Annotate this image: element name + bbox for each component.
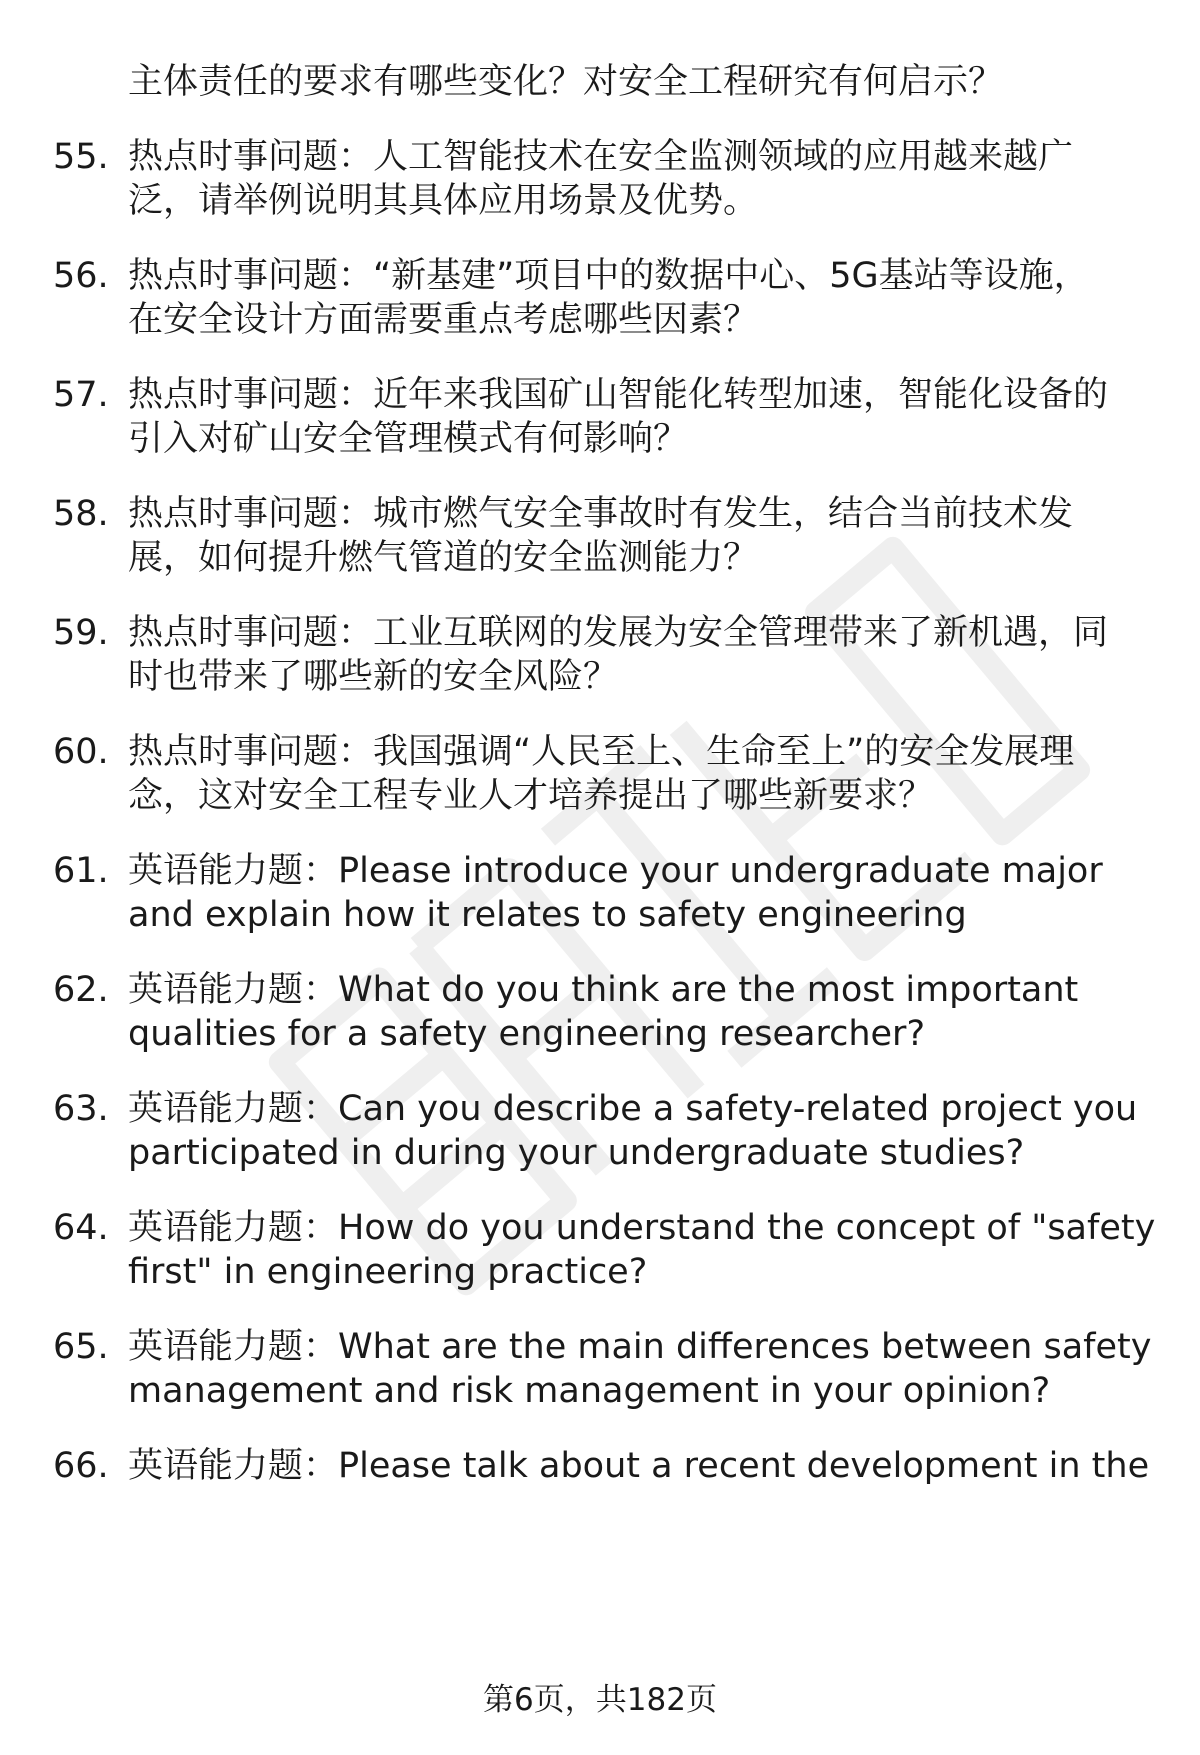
question-number: 64.: [53, 1208, 109, 1248]
question-number: 55.: [53, 137, 109, 177]
question-number: 66.: [53, 1446, 109, 1486]
question-text-line: 热点时事问题：“新基建”项目中的数据中心、5G基站等设施，: [128, 256, 1089, 296]
page-number-label: 第6页，共182页: [483, 1682, 717, 1718]
question-text-line: 热点时事问题：近年来我国矿山智能化转型加速，智能化设备的: [128, 375, 1109, 415]
question-number: 63.: [53, 1089, 109, 1129]
question-text-line: qualities for a safety engineering researcher?: [128, 1014, 926, 1054]
question-text-line: management and risk management in your opinion?: [128, 1371, 1051, 1411]
question-text-line: 英语能力题：What do you think are the most important: [128, 970, 1079, 1010]
question-text-line: 英语能力题：Can you describe a safety-related project you: [128, 1089, 1138, 1129]
question-text-line: 时也带来了哪些新的安全风险？: [128, 657, 619, 697]
question-number: 57.: [53, 375, 109, 415]
question-text-line: 泛，请举例说明其具体应用场景及优势。: [128, 181, 759, 221]
page-footer: [0, 1680, 1200, 1720]
question-text-line: first" in engineering practice?: [128, 1252, 648, 1292]
question-text-line: 热点时事问题：工业互联网的发展为安全管理带来了新机遇，同: [128, 613, 1109, 653]
question-number: 65.: [53, 1327, 109, 1367]
question-number: 62.: [53, 970, 109, 1010]
question-number: 59.: [53, 613, 109, 653]
question-text-line: 英语能力题：What are the main differences between safety: [128, 1327, 1152, 1367]
question-text-line: and explain how it relates to safety engineering: [128, 895, 967, 935]
question-number: 58.: [53, 494, 109, 534]
question-text-line: 热点时事问题：城市燃气安全事故时有发生，结合当前技术发: [128, 494, 1074, 534]
question-number: 56.: [53, 256, 109, 296]
question-text-line: 念，这对安全工程专业人才培养提出了哪些新要求？: [128, 776, 934, 816]
question-text-line: 英语能力题：Please introduce your undergraduate major: [128, 851, 1103, 891]
question-text-line: 英语能力题：How do you understand the concept of "safety: [128, 1208, 1156, 1248]
question-number: 60.: [53, 732, 109, 772]
question-text-line: 热点时事问题：我国强调“人民至上、生命至上”的安全发展理: [128, 732, 1075, 772]
question-text-line: 英语能力题：Please talk about a recent development in the: [128, 1446, 1150, 1486]
question-number: 61.: [53, 851, 109, 891]
question-text-line: participated in during your undergraduate studies?: [128, 1133, 1025, 1173]
question-text-line: 主体责任的要求有哪些变化？对安全工程研究有何启示？: [128, 62, 1004, 102]
question-text-line: 在安全设计方面需要重点考虑哪些因素？: [128, 300, 759, 340]
question-text-line: 展，如何提升燃气管道的安全监测能力？: [128, 538, 759, 578]
question-text-line: 热点时事问题：人工智能技术在安全监测领域的应用越来越广: [128, 137, 1074, 177]
question-text-line: 引入对矿山安全管理模式有何影响？: [128, 419, 689, 459]
